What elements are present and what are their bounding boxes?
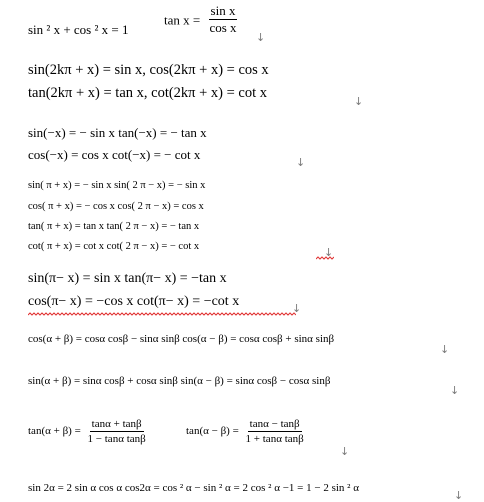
spellcheck-underline: [28, 312, 296, 316]
paragraph-mark: ↓: [454, 489, 464, 502]
pi-identity-line-4: cot( π + x) = cot x cot( 2 π − x) = − cot x: [28, 241, 200, 252]
double-angle: sin 2α = 2 sin α cos α cos2α = cos ² α − sin ² α = 2 cos ² α −1 = 1 − 2 sin ² α: [28, 482, 359, 494]
tan-difference-fraction: [244, 418, 306, 445]
paragraph-mark: ↓: [292, 302, 302, 315]
negative-angle-line-2: cos(−x) = cos x cot(−x) = − cot x: [28, 147, 201, 162]
tan-definition: [164, 4, 239, 36]
cos-sum-difference: cos(α + β) = cosα cosβ − sinα sinβ cos(α − β) = cosα cosβ + sinα sinβ: [28, 333, 335, 345]
supplementary-line-2: cos(π− x) = −cos x cot(π− x) = −cot x: [28, 294, 240, 309]
tan-definition-numerator: sin x: [209, 4, 238, 20]
tan-difference-numerator: tanα − tanβ: [248, 418, 302, 432]
tan-sum-lhs: tan(α + β) =: [28, 425, 81, 438]
paragraph-mark: ↓: [296, 156, 306, 169]
paragraph-mark: ↓: [354, 95, 364, 108]
paragraph-mark: ↓: [324, 246, 334, 259]
tan-sum: [28, 418, 148, 445]
periodicity-line-2: tan(2kπ + x) = tan x, cot(2kπ + x) = cot x: [28, 85, 268, 101]
spellcheck-underline: [316, 256, 334, 260]
tan-difference-lhs: tan(α − β) =: [186, 425, 239, 438]
paragraph-mark: ↓: [340, 445, 350, 458]
tan-definition-denominator: cos x: [209, 20, 237, 36]
tan-sum-numerator: tanα + tanβ: [90, 418, 144, 432]
tan-sum-fraction: [86, 418, 148, 445]
supplementary-line-1: sin(π− x) = sin x tan(π− x) = −tan x: [28, 271, 227, 286]
periodicity-line-1: sin(2kπ + x) = sin x, cos(2kπ + x) = cos x: [28, 62, 269, 78]
pythagorean-identity: sin ² x + cos ² x = 1: [28, 22, 129, 37]
sin-sum-difference: sin(α + β) = sinα cosβ + cosα sinβ sin(α − β) = sinα cosβ − cosα sinβ: [28, 375, 331, 387]
tan-difference-denominator: 1 + tanα tanβ: [245, 433, 304, 446]
tan-definition-fraction: [207, 4, 238, 36]
paragraph-mark: ↓: [256, 31, 266, 44]
negative-angle-line-1: sin(−x) = − sin x tan(−x) = − tan x: [28, 125, 207, 140]
tan-definition-lhs: tan x =: [164, 12, 201, 28]
pi-identity-line-1: sin( π + x) = − sin x sin( 2 π − x) = − sin x: [28, 180, 206, 191]
tan-sum-denominator: 1 − tanα tanβ: [87, 433, 146, 446]
tan-difference: [186, 418, 306, 445]
pi-identity-line-3: tan( π + x) = tan x tan( 2 π − x) = − tan x: [28, 221, 200, 232]
pi-identity-line-2: cos( π + x) = − cos x cos( 2 π − x) = cos x: [28, 201, 204, 212]
paragraph-mark: ↓: [450, 384, 460, 397]
paragraph-mark: ↓: [440, 343, 450, 356]
